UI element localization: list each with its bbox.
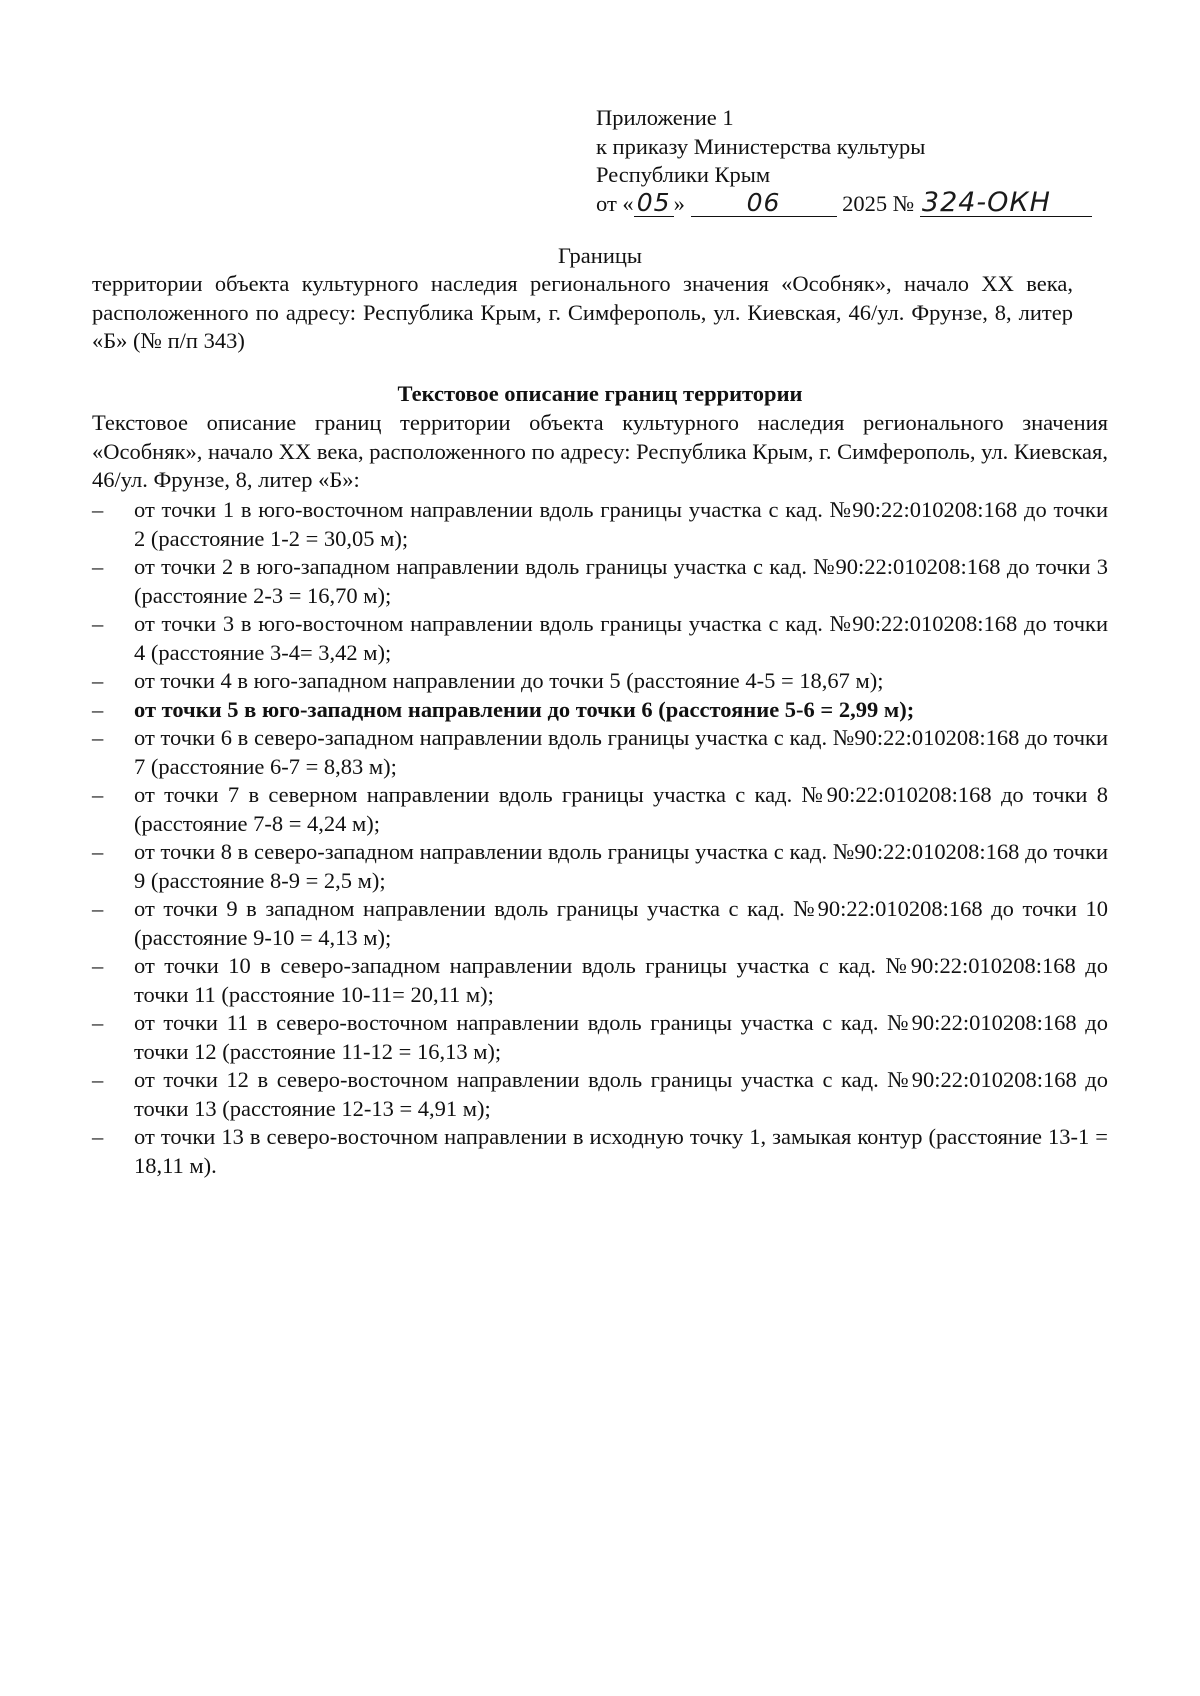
- dash-marker: –: [92, 1124, 104, 1149]
- date-day-close: »: [673, 190, 685, 216]
- handwritten-month: 06: [691, 190, 837, 217]
- list-item: [92, 724, 1108, 781]
- dash-marker: –: [92, 696, 104, 722]
- section-title: Текстовое описание границ территории: [397, 381, 803, 406]
- list-item-text: от точки 10 в северо-западном направлении вдоль границы участка с кад. №90:22:010208:168 до точки 11 (расстояние 10-11= 20,11 м);: [134, 953, 1108, 1007]
- date-prefix: от «: [596, 190, 634, 216]
- annex-title: Приложение 1: [596, 105, 734, 130]
- list-item-text: от точки 2 в юго-западном направлении вдоль границы участка с кад. №90:22:010208:168 до точки 3 (расстояние 2-3 = 16,70 м);: [134, 554, 1108, 608]
- annex-republic: Республики Крым: [596, 162, 771, 187]
- list-item: [92, 895, 1108, 952]
- year-and-number-label: 2025 №: [842, 190, 915, 216]
- list-item-text: от точки 6 в северо-западном направлении вдоль границы участка с кад. №90:22:010208:168 до точки 7 (расстояние 6-7 = 8,83 м);: [134, 725, 1108, 779]
- list-item: [92, 1009, 1108, 1066]
- handwritten-day: 05: [634, 190, 674, 217]
- dash-marker: –: [92, 896, 104, 921]
- boundary-points-list: [92, 496, 1108, 1180]
- list-item: [92, 496, 1108, 553]
- list-item: [92, 610, 1108, 667]
- dash-marker: –: [92, 1010, 104, 1035]
- dash-marker: –: [92, 782, 104, 807]
- list-item-text: от точки 7 в северном направлении вдоль границы участка с кад. №90:22:010208:168 до точки 8 (расстояние 7-8 = 4,24 м);: [134, 782, 1108, 836]
- dash-marker: –: [92, 668, 104, 693]
- list-item-text: от точки 12 в северо-восточном направлении вдоль границы участка с кад. №90:22:010208:168 до точки 13 (расстояние 12-13 = 4,91 м);: [134, 1067, 1108, 1121]
- list-item: [92, 696, 1108, 725]
- order-date-line: [596, 186, 1156, 219]
- document-subject: территории объекта культурного наследия регионального значения «Особняк», начало XX века, расположенного по адресу: Республика Крым, г. Симферополь, ул. Киевская, 46/ул. Фрунзе, 8, литер «Б» (№ п/п 343): [92, 271, 1073, 353]
- list-item-text: от точки 11 в северо-восточном направлении вдоль границы участка с кад. №90:22:010208:168 до точки 12 (расстояние 11-12 = 16,13 м);: [134, 1010, 1108, 1064]
- list-item: [92, 667, 1108, 696]
- list-item-text: от точки 8 в северо-западном направлении вдоль границы участка с кад. №90:22:010208:168 до точки 9 (расстояние 8-9 = 2,5 м);: [134, 839, 1108, 893]
- dash-marker: –: [92, 953, 104, 978]
- list-item-text: от точки 13 в северо-восточном направлении в исходную точку 1, замыкая контур (расстояние 13-1 = 18,11 м).: [134, 1124, 1108, 1178]
- list-item-text: от точки 4 в юго-западном направлении до точки 5 (расстояние 4-5 = 18,67 м);: [134, 668, 884, 693]
- dash-marker: –: [92, 725, 104, 750]
- list-item: [92, 1066, 1108, 1123]
- dash-marker: –: [92, 1067, 104, 1092]
- list-item-text: от точки 3 в юго-восточном направлении вдоль границы участка с кад. №90:22:010208:168 до точки 4 (расстояние 3-4= 3,42 м);: [134, 611, 1108, 665]
- dash-marker: –: [92, 554, 104, 579]
- list-item-text: от точки 9 в западном направлении вдоль границы участка с кад. №90:22:010208:168 до точки 10 (расстояние 9-10 = 4,13 м);: [134, 896, 1108, 950]
- list-item-text: от точки 5 в юго-западном направлении до точки 6 (расстояние 5-6 = 2,99 м);: [134, 696, 915, 722]
- annex-header: [596, 104, 1156, 218]
- handwritten-order-number: 324-ОКН: [920, 190, 1092, 217]
- dash-marker: –: [92, 497, 104, 522]
- list-item: [92, 553, 1108, 610]
- dash-marker: –: [92, 839, 104, 864]
- intro-paragraph: Текстовое описание границ территории объекта культурного наследия регионального значения «Особняк», начало XX века, расположенного по адресу: Республика Крым, г. Симферополь, ул. Киевская, 46/ул. Фрунзе, 8, литер «Б»:: [92, 410, 1108, 492]
- list-item-text: от точки 1 в юго-восточном направлении вдоль границы участка с кад. №90:22:010208:168 до точки 2 (расстояние 1-2 = 30,05 м);: [134, 497, 1108, 551]
- list-item: [92, 952, 1108, 1009]
- list-item: [92, 781, 1108, 838]
- list-item: [92, 838, 1108, 895]
- list-item: [92, 1123, 1108, 1180]
- dash-marker: –: [92, 611, 104, 636]
- annex-order-ref: к приказу Министерства культуры: [596, 133, 926, 159]
- document-heading: Границы: [557, 243, 643, 268]
